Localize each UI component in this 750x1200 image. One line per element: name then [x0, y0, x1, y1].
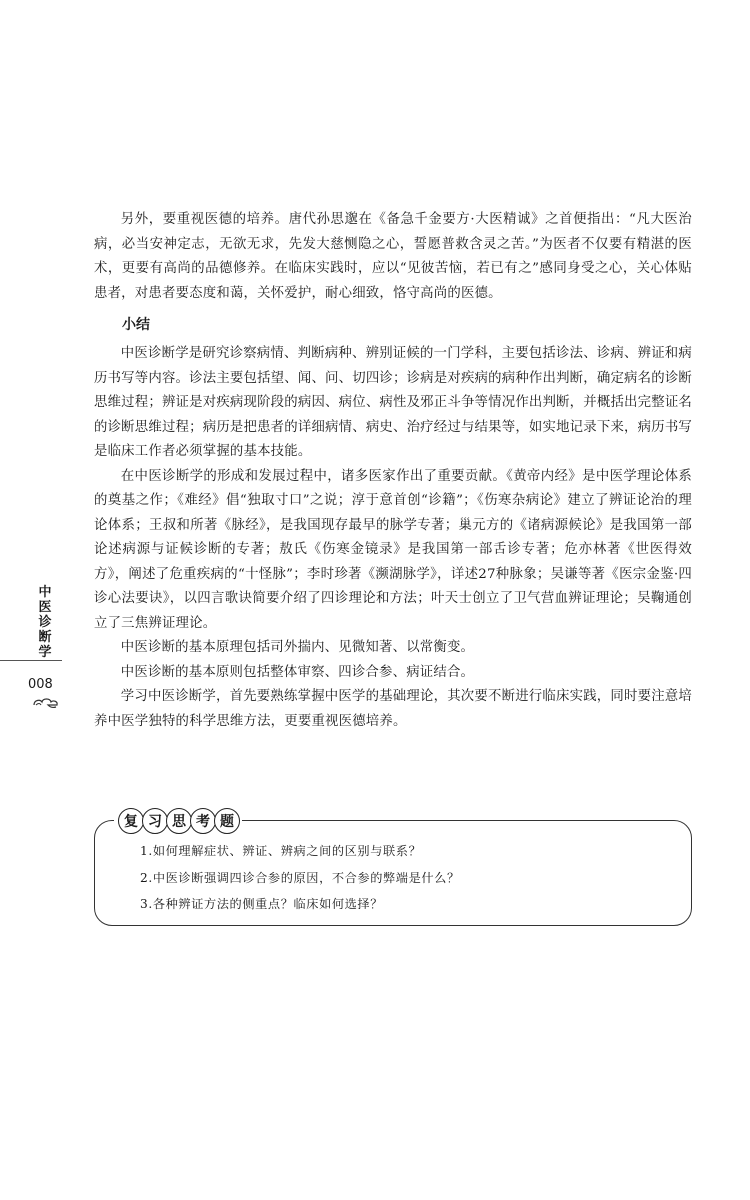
review-question: 2.中医诊断强调四诊合参的原因，不合参的弊端是什么？: [140, 870, 460, 885]
review-title-char: 考: [190, 808, 216, 834]
side-book-title: 中医诊断学: [38, 585, 52, 660]
intro-paragraph: 另外，要重视医德的培养。唐代孙思邈在《备急千金要方·大医精诚》之首便指出：“凡大医治病，必当安神定志，无欲无求，先发大慈恻隐之心，誓愿普救含灵之苦。”为医者不仅要有精湛的医术，更要有高尚的品德修养。在临床实践时，应以“见彼苦恼，若已有之”感同身受之心，关心体贴患者，对患者要态度和蔼，关怀爱护，耐心细致，恪守高尚的医德。: [94, 212, 692, 301]
review-question-list: [140, 838, 680, 918]
review-title-char: 习: [142, 808, 168, 834]
main-text: [94, 208, 692, 734]
summary-paragraph: 中医诊断的基本原理包括司外揣内、见微知著、以常衡变。: [120, 640, 475, 655]
side-divider: [0, 660, 62, 661]
review-title-char: 题: [214, 808, 240, 834]
review-title: [114, 808, 242, 834]
review-question: 1.如何理解症状、辨证、辨病之间的区别与联系？: [140, 844, 422, 858]
summary-paragraph: 学习中医诊断学，首先要熟练掌握中医学的基础理论，其次要不断进行临床实践，同时要注意培养中医学独特的科学思维方法，更要重视医德培养。: [94, 689, 692, 729]
summary-heading: 小结: [122, 317, 150, 333]
review-title-char: 复: [118, 808, 144, 834]
review-title-char: 思: [166, 808, 192, 834]
review-question: 3.各种辨证方法的侧重点？临床如何选择？: [140, 897, 384, 911]
page-number: 008: [28, 677, 53, 692]
summary-paragraph: 中医诊断学是研究诊察病情、判断病种、辨别证候的一门学科，主要包括诊法、诊病、辨证和病历书写等内容。诊法主要包括望、闻、问、切四诊；诊病是对疾病的病种作出判断，确定病名的诊断思维过程；辨证是对疾病现阶段的病因、病位、病性及邪正斗争等情况作出判断，并概括出完整证名的诊断思维过程；病历是把患者的详细病情、病史、治疗经过与结果等，如实地记录下来，病历书写是临床工作者必须掌握的基本技能。: [94, 346, 692, 459]
summary-paragraph: 中医诊断的基本原则包括整体审察、四诊合参、病证结合。: [120, 664, 475, 680]
summary-paragraph: 在中医诊断学的形成和发展过程中，诸多医家作出了重要贡献。《黄帝内经》是中医学理论体系的奠基之作；《难经》倡“独取寸口”之说；淳于意首创“诊籍”；《伤寒杂病论》建立了辨证论治的理论体系；王叔和所著《脉经》，是我国现存最早的脉学专著；巢元方的《诸病源候论》是我国第一部论述病源与证候诊断的专著；敖氏《伤寒金镜录》是我国第一部舌诊专著；危亦林著《世医得效方》，阐述了危重疾病的“十怪脉”；李时珍著《濒湖脉学》，详述27种脉象；吴谦等著《医宗金鉴·四诊心法要诀》，以四言歌诀简要介绍了四诊理论和方法；叶天士创立了卫气营血辨证理论；吴鞠通创立了三焦辨证理论。: [94, 468, 692, 631]
cloud-scroll-icon: [30, 696, 62, 710]
